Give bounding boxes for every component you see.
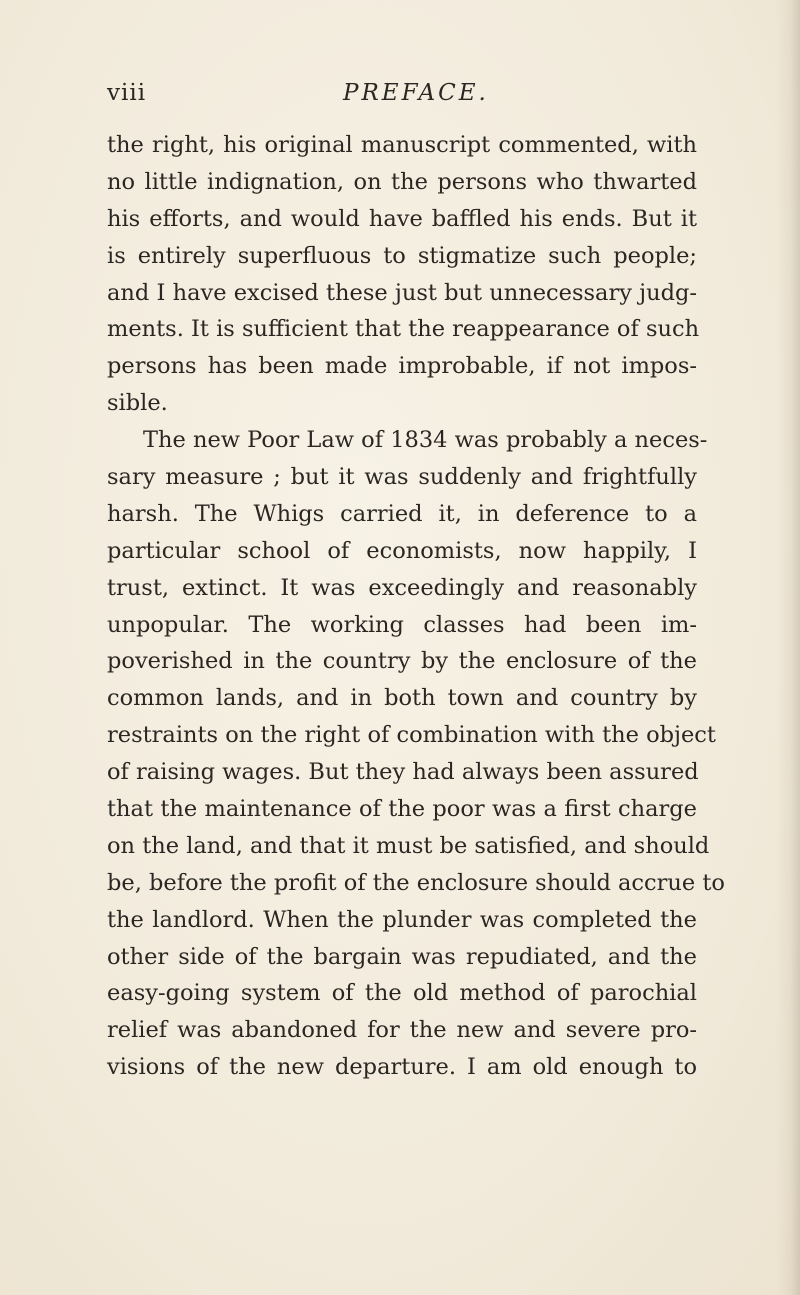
text-line: the landlord. When the plunder was completed the (107, 906, 697, 933)
text-line: particular school of economists, now happily, I (107, 537, 697, 564)
text-line: common lands, and in both town and country by (107, 685, 697, 712)
text-line: other side of the bargain was repudiated, and the (107, 943, 697, 970)
text-line: persons has been made improbable, if not impos- (107, 353, 697, 380)
text-line: the right, his original manuscript commented, with (107, 132, 697, 158)
text-line: relief was abandoned for the new and severe pro- (107, 1017, 697, 1044)
running-title: PREFACE. (343, 80, 489, 106)
paragraph-start-line: The new Poor Law of 1834 was probably a neces- (143, 427, 708, 454)
text-line: that the maintenance of the poor was a first charge (107, 796, 697, 823)
text-line: poverished in the country by the enclosure of the (107, 648, 697, 675)
text-line: sary measure ; but it was suddenly and frightfully (107, 464, 697, 491)
text-line: harsh. The Whigs carried it, in deference to a (107, 500, 697, 527)
text-line: his efforts, and would have baffled his ends. But it (107, 205, 697, 232)
text-line: be, before the profit of the enclosure should accrue to (107, 869, 725, 896)
text-line: easy-going system of the old method of parochial (107, 980, 697, 1007)
text-line: restraints on the right of combination with the object (107, 722, 716, 749)
text-line: of raising wages. But they had always been assured (107, 759, 699, 786)
text-line: sible. (107, 390, 168, 417)
running-header (107, 80, 707, 110)
text-line: trust, extinct. It was exceedingly and reasonably (107, 574, 697, 601)
text-line: on the land, and that it must be satisfied, and should (107, 832, 710, 859)
text-line: and I have excised these just but unnecessary judg- (107, 279, 697, 306)
text-line: unpopular. The working classes had been im- (107, 611, 697, 638)
page-number: viii (107, 80, 147, 106)
text-line: is entirely superfluous to stigmatize such people; (107, 242, 697, 269)
text-line: ments. It is sufficient that the reappearance of such (107, 316, 700, 343)
text-line: visions of the new departure. I am old enough to (107, 1054, 697, 1081)
page-edge-shadow (776, 0, 800, 1295)
body-text (107, 127, 725, 1086)
text-line: no little indignation, on the persons who thwarted (107, 168, 697, 195)
